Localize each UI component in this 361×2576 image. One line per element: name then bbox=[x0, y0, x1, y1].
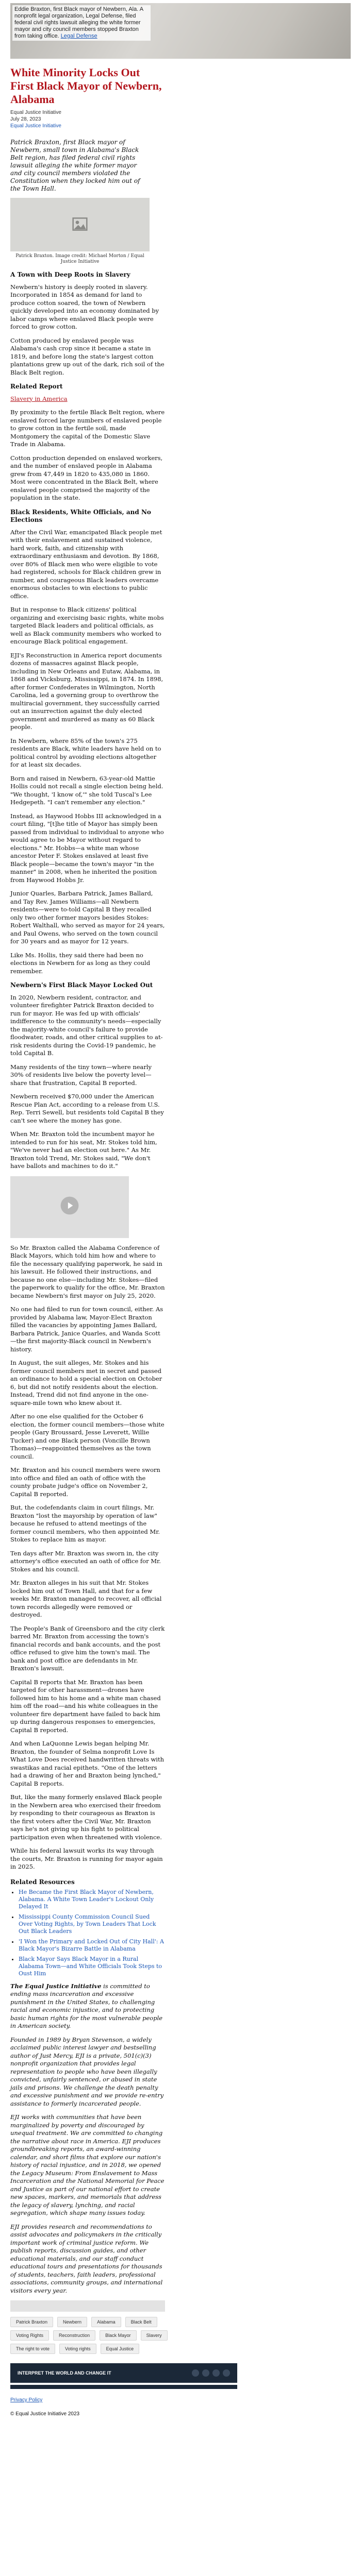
tag[interactable]: Black Mayor bbox=[100, 2330, 137, 2341]
footer-tagline: INTERPRET THE WORLD AND CHANGE IT bbox=[18, 2370, 111, 2376]
resource-link[interactable]: Mississippi County Commission Council Sued Over Voting Rights, by Town Leaders That Lock Out Black Leaders bbox=[19, 1913, 156, 1935]
twitter-icon[interactable] bbox=[202, 2369, 209, 2377]
paragraph: Junior Quarles, Barbara Patrick, James Ballard, and Tay Rev. James Williams—all Newbern residents—were to-told Capital B they recalled only two other former mayors besides Stokes: Robert Walthall, who served as mayor for 24 years, and Paul Owens, who served on the town council for 30 years and as mayor for 12 years. bbox=[10, 890, 165, 945]
tag[interactable]: The right to vote bbox=[10, 2344, 55, 2354]
about-text: EJI provides research and recommendations to assist advocates and policymakers in the critically important work of criminal justice reform. We publish reports, discussion guides, and other educational materials, and our staff conduct educational tours and presentations for thousands of students, teachers, faith leaders, professional associations, community groups, and international visitors every year. bbox=[10, 2223, 163, 2294]
paragraph: And when LaQuonne Lewis began helping Mr. Braxton, the founder of Selma nonprofit Love Is What Love Does received handwritten threats with swastikas and racial epithets. "One of the letters had a drawing of her and Braxton being lynched," Capital B reports. bbox=[10, 1740, 165, 1787]
copyright: © Equal Justice Initiative 2023 bbox=[10, 2411, 80, 2417]
photo-icon bbox=[70, 214, 90, 236]
resources-title: Related Resources bbox=[10, 1878, 75, 1886]
footer-banner bbox=[10, 2363, 237, 2383]
tag[interactable]: Reconstruction bbox=[53, 2330, 95, 2341]
about-text: is committed to ending mass incarceration and excessive punishment in the United States, to challenging racial and economic injustice, and to protecting basic human rights for the most vulnerable people in American society. bbox=[10, 1982, 163, 2029]
tag[interactable]: Black Belt bbox=[125, 2317, 157, 2327]
article-photo bbox=[10, 198, 150, 251]
paragraph: Cotton production depended on enslaved workers, and the number of enslaved people in Alabama grew from 47,449 in 1820 to 435,080 in 1860. Most were concentrated in the Black Belt, where enslaved people comprised the majority of the population in the state. bbox=[10, 454, 163, 501]
paragraph: After no one else qualified for the October 6 election, the former council members—those white people (Gary Broussard, Jesse Leverett, Willie Tucker) and one Black person (Voncille Brown Thomas)—reappointed themselves as the town council. bbox=[10, 1413, 165, 1460]
byline-link[interactable]: Equal Justice Initiative bbox=[10, 123, 61, 129]
list-item bbox=[19, 1889, 165, 1910]
article-title: White Minority Locks Out First Black Mayor of Newbern, Alabama bbox=[10, 66, 162, 106]
article-subhead: Patrick Braxton, first Black mayor of Newbern, small town in Alabama's Black Belt region, has filed federal civil rights lawsuit alleging the white former mayor and city council members violated the Constitution when they locked him out of the Town Hall. bbox=[10, 139, 140, 192]
paragraph: But in response to Black citizens' political organizing and exercising basic rights, white mobs targeted Black leaders and political officials, as well as Black community members who worked to encourage Black political engagement. bbox=[10, 606, 164, 645]
tag[interactable]: Alabama bbox=[91, 2317, 121, 2327]
section-heading: A Town with Deep Roots in Slavery bbox=[10, 271, 130, 278]
tag-list bbox=[10, 2317, 191, 2354]
paragraph: In August, the suit alleges, Mr. Stokes and his former council members met in secret and passed an ordinance to hold a special election on October 6, but did not notify residents about the election. Instead, Trend did not find anyone in the one-square-mile town who knew about it. bbox=[10, 1359, 162, 1406]
paragraph: Capital B reports that Mr. Braxton has been targeted for other harassment—drones have followed him to his home and a white man chased him off the road—and his white colleagues in the volunteer fire department have failed to back him up during dangerous responses to emergencies, Capital B reported. bbox=[10, 1678, 161, 1734]
list-item bbox=[19, 1913, 165, 1935]
section-heading: Newbern's First Black Mayor Locked Out bbox=[10, 981, 153, 989]
play-icon[interactable] bbox=[60, 1196, 79, 1218]
youtube-icon[interactable] bbox=[223, 2369, 230, 2377]
paragraph: EJI's Reconstruction in America report documents dozens of massacres against Black people, including in New Orleans and Eutaw, Alabama, in 1868 and Vicksburg, Mississippi, in 1874. In 1898, after former Confederates in Wilmington, North Carolina, led a governing group to overthrow the multiracial government, they successfully carried out an insurrection against the duly elected government and murdered as many as 60 Black people. bbox=[10, 651, 163, 731]
list-item bbox=[19, 1956, 165, 1977]
paragraph: By proximity to the fertile Black Belt region, where enslaved forced large numbers of enslaved people to grow cotton in the fertile soil, made Montgomery the capital of the Domestic Slave Trade in Alabama. bbox=[10, 409, 165, 448]
paragraph: The People's Bank of Greensboro and the city clerk barred Mr. Braxton from accessing the town's financial records and bank accounts, and the post office refused to give him the town's mail. The bank and post office are defendants in Mr. Braxton's lawsuit. bbox=[10, 1624, 165, 1672]
section-heading: Black Residents, White Officials, and No Elections bbox=[10, 508, 151, 523]
resource-link[interactable]: 'I Won the Primary and Locked Out of City Hall': A Black Mayor's Bizarre Battle in Alabama bbox=[19, 1938, 164, 1952]
tag[interactable]: Equal Justice bbox=[101, 2344, 140, 2354]
share-bar[interactable] bbox=[10, 2300, 165, 2312]
hero-banner bbox=[10, 3, 351, 59]
paragraph: After the Civil War, emancipated Black people met with their enslavement and sustained violence, hard work, faith, and citizenship with extraordinary enthusiasm and devotion. By 1868, over 80% of Black men who were eligible to vote had registered, schools for Black children grew in number, and courageous Black leaders overcame enormous obstacles to win elections to public office. bbox=[10, 528, 162, 600]
paragraph: In 2020, Newbern resident, contractor, and volunteer firefighter Patrick Braxton decided to run for mayor. He was fed up with officials' indifference to the community's needs—especially the majority-white council's failure to provide floodwater, roads, and other critical supplies to at-risk residents during the Covid-19 pandemic, he told Capital B. bbox=[10, 993, 163, 1057]
article-body bbox=[10, 271, 165, 1871]
about-text: EJI works with communities that have been marginalized by poverty and discouraged by unequal treatment. We are committed to changing the narrative about race in America. EJI produces groundbreaking reports, an award-winning calendar, and short films that explore our nation's history of racial injustice, and in 2018, we opened the Legacy Museum: From Enslavement to Mass Incarceration and the National Memorial for Peace and Justice as part of our national effort to create new spaces, markers, and memorials that address the legacy of slavery, lynching, and racial segregation, which shape many issues today. bbox=[10, 2113, 165, 2216]
paragraph: Like Ms. Hollis, they said there had been no elections in Newbern for as long as they could remember. bbox=[10, 951, 151, 975]
related-resources bbox=[10, 1878, 165, 1977]
paragraph: But, like the many formerly enslaved Black people in the Newbern area who exercised their freedom by responding to their courageous as Braxton is the first voters after the Civil War, Mr. Braxton says he's not giving up his fight to political participation even when threatened with violence. bbox=[10, 1793, 162, 1841]
about-text: Founded in 1989 by Bryan Stevenson, a widely acclaimed public interest lawyer and bestselling author of Just Mercy, EJI is a private, 501(c)(3) nonprofit organization that provides legal representation to people who have been illegally convicted, unfairly sentenced, or abused in state jails and prisons. We challenge the death penalty and excessive punishment and we provide re-entry assistance to formerly incarcerated people. bbox=[10, 2036, 164, 2107]
paragraph: No one had filed to run for town council, either. As provided by Alabama law, Mayor-Elect Braxton filled the vacancies by appointing James Ballard, Barbara Patrick, Janice Quarles, and Wanda Scott—the first majority-Black council in Newbern's history. bbox=[10, 1306, 163, 1353]
tag[interactable]: Voting Rights bbox=[10, 2330, 49, 2341]
resource-link[interactable]: Black Mayor Says Black Mayor in a Rural Alabama Town—and White Officials Took Steps to Oust Him bbox=[19, 1955, 162, 1977]
privacy-link[interactable]: Privacy Policy bbox=[10, 2397, 43, 2403]
paragraph: But, the codefendants claim in court filings, Mr. Braxton "lost the mayorship by operation of law" because he refused to attend meetings of the former council members, who then appointed Mr. Stokes to replace him as mayor. bbox=[10, 1504, 160, 1543]
paragraph: Many residents of the tiny town—where nearly 30% of residents live below the poverty level—share that frustration, Capital B reported. bbox=[10, 1063, 152, 1087]
related-report-link[interactable]: Slavery in America bbox=[10, 395, 68, 402]
social-links bbox=[192, 2369, 230, 2377]
about-strong: The Equal Justice Initiative bbox=[10, 1982, 102, 1990]
paragraph: Mr. Braxton alleges in his suit that Mr. Stokes locked him out of Town Hall, and that for a few weeks Mr. Braxton managed to recover, all official town records allegedly were removed or destroyed. bbox=[10, 1579, 162, 1618]
privacy-row bbox=[10, 2397, 351, 2403]
hero-link[interactable]: Legal Defense bbox=[60, 33, 97, 39]
paragraph: When Mr. Braxton told the incumbent mayor he intended to run for his seat, Mr. Stokes told him, "We've never had an election out here." As Mr. Braxton told Trend, Mr. Stokes said, "We don't have ballots and machines to do it." bbox=[10, 1130, 157, 1170]
hero-caption bbox=[12, 5, 151, 41]
hero-text: Eddie Braxton, first Black mayor of Newbern, Ala. A nonprofit legal organization, Legal Defense, filed federal civil rights lawsuit alleging the white former mayor and city council members stopped Braxton from taking office. bbox=[14, 6, 143, 39]
byline-org: Equal Justice Initiative bbox=[10, 110, 61, 115]
instagram-icon[interactable] bbox=[212, 2369, 220, 2377]
about-eji bbox=[10, 1982, 165, 2295]
resource-link[interactable]: He Became the First Black Mayor of Newbern, Alabama. A White Town Leader's Lockout Only Delayed It bbox=[19, 1888, 154, 1910]
tag[interactable]: Voting rights bbox=[59, 2344, 96, 2354]
byline bbox=[10, 109, 351, 129]
paragraph: Born and raised in Newbern, 63-year-old Mattie Hollis could not recall a single election being held. "We thought, 'I know of,'" she told Tuscal's Lee Hedgepeth. "I can't remember any election." bbox=[10, 774, 163, 806]
paragraph: Newbern's history is deeply rooted in slavery. Incorporated in 1854 as demand for land to produce cotton soared, the town of Newbern quickly developed into an economy dominated by labor camps where enslaved Black people were forced to grow cotton. bbox=[10, 283, 159, 330]
tag[interactable]: Newbern bbox=[57, 2317, 87, 2327]
paragraph: So Mr. Braxton called the Alabama Conference of Black Mayors, which told him how and where to file the necessary qualifying paperwork, he said in his lawsuit. He followed their instructions, and because no one else—including Mr. Stokes—filed the paperwork to qualify for the office, Mr. Braxton became Newbern's first mayor on July 25, 2020. bbox=[10, 1244, 165, 1299]
tag[interactable]: Slavery bbox=[141, 2330, 168, 2341]
list-item bbox=[19, 1938, 165, 1953]
paragraph: In Newbern, where 85% of the town's 275 residents are Black, white leaders have held on to political control by avoiding elections altogether for at least six decades. bbox=[10, 737, 161, 768]
photo-caption: Patrick Braxton. Image credit: Michael Morton / Equal Justice Initiative bbox=[15, 253, 144, 264]
video-embed[interactable] bbox=[10, 1176, 129, 1238]
related-report-label: Related Report bbox=[10, 383, 63, 390]
paragraph: Ten days after Mr. Braxton was sworn in, the city attorney's office executed an oath of office for Mr. Stokes and his council. bbox=[10, 1549, 161, 1573]
paragraph: Newbern received $70,000 under the American Rescue Plan Act, according to a release from U.S. Rep. Terri Sewell, but residents told Capital B they can't see where the money has gone. bbox=[10, 1093, 164, 1124]
footer-bar bbox=[10, 2385, 237, 2389]
paragraph: Instead, as Haywood Hobbs III acknowledged in a court filing, "[t]he title of Mayor has simply been passed from individual to individual to anyone who would agree to be Mayor without regard to elections." Mr. Hobbs—a white man whose ancestor Peter F. Stokes enslaved at least five Black people—became the town's mayor "in the manner" in 2008, when he inherited the position from Haywood Hobbs Jr. bbox=[10, 812, 164, 884]
facebook-icon[interactable] bbox=[192, 2369, 199, 2377]
byline-date: July 28, 2023 bbox=[10, 116, 41, 122]
paragraph: Mr. Braxton and his council members were sworn into office and filed an oath of office with the county probate judge's office on November 2, Capital B reported. bbox=[10, 1466, 160, 1498]
paragraph: Cotton produced by enslaved people was Alabama's cash crop since it became a state in 1819, and before long the state's largest cotton plantations grew up out of the dark, rich soil of the Black Belt region. bbox=[10, 336, 165, 376]
paragraph: While his federal lawsuit works its way through the courts, Mr. Braxton is running for mayor again in 2025. bbox=[10, 1847, 163, 1870]
tag[interactable]: Patrick Braxton bbox=[10, 2317, 53, 2327]
